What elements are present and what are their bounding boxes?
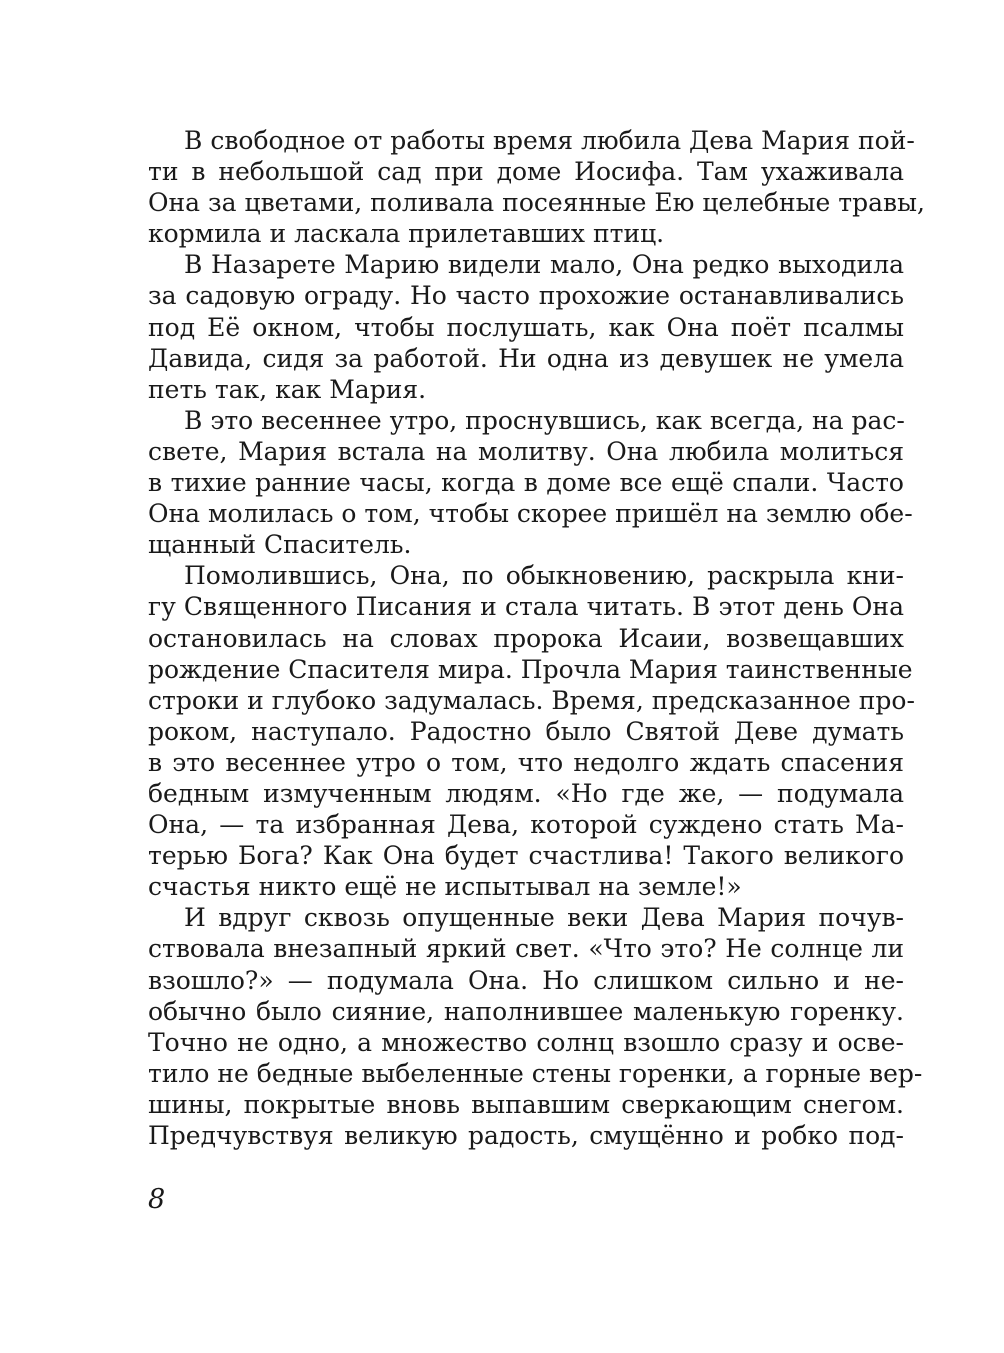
- text-line: В Назарете Марию видели мало, Она редко выходила: [184, 250, 904, 280]
- text-line: счастья никто ещё не испытывал на земле!»: [148, 872, 742, 902]
- paragraph: [148, 405, 913, 560]
- text-line: шины, покрытые вновь выпавшим сверкающим снегом.: [148, 1089, 904, 1119]
- text-line: ствовала внезапный яркий свет. «Что это? Не солнце ли: [148, 934, 904, 964]
- text-line: Она, — та избранная Дева, которой суждено стать Ма-: [148, 810, 904, 840]
- text-line: в это весеннее утро о том, что недолго ждать спасения: [148, 747, 904, 777]
- text-line: в тихие ранние часы, когда в доме все ещё спали. Часто: [148, 468, 904, 498]
- text-line: Давида, сидя за работой. Ни одна из девушек не умела: [148, 343, 904, 373]
- text-line: Она молилась о том, чтобы скорее пришёл на землю обе-: [148, 499, 913, 529]
- text-line: терью Бога? Как Она будет счастлива! Такого великого: [148, 841, 904, 871]
- text-line: гу Священного Писания и стала читать. В этот день Она: [148, 592, 904, 622]
- paragraph: [148, 902, 923, 1151]
- text-line: Она за цветами, поливала посеянные Ею целебные травы,: [148, 188, 925, 218]
- page-number: 8: [148, 1184, 166, 1215]
- text-line: Предчувствуя великую радость, смущённо и робко под-: [148, 1121, 904, 1150]
- text-line: кормила и ласкала прилетавших птиц.: [148, 219, 665, 249]
- text-line: строки и глубоко задумалась. Время, предсказанное про-: [148, 685, 915, 715]
- text-line: обычно было сияние, наполнившее маленькую горенку.: [148, 996, 904, 1026]
- paragraph: [148, 249, 904, 404]
- text-line: Точно не одно, а множество солнц взошло сразу и осве-: [148, 1027, 904, 1057]
- text-line: В свободное от работы время любила Дева Мария пой-: [184, 126, 915, 155]
- text-line: остановилась на словах пророка Исаии, возвещавших: [148, 623, 904, 653]
- text-line: тило не бедные выбеленные стены горенки, а горные вер-: [148, 1058, 923, 1088]
- paragraph: [148, 560, 915, 902]
- text-line: В это весеннее утро, проснувшись, как всегда, на рас-: [184, 405, 905, 435]
- text-line: бедным измученным людям. «Но где же, — подумала: [148, 778, 904, 808]
- text-line: роком, наступало. Радостно было Святой Деве думать: [148, 716, 904, 746]
- text-line: рождение Спасителя мира. Прочла Мария таинственные: [148, 654, 913, 684]
- text-line: за садовую ограду. Но часто прохожие останавливались: [148, 281, 904, 311]
- text-line: взошло?» — подумала Она. Но слишком сильно и не-: [148, 965, 904, 995]
- text-line: свете, Мария встала на молитву. Она любила молиться: [148, 436, 904, 466]
- text-line: ти в небольшой сад при доме Иосифа. Там ухаживала: [148, 157, 904, 187]
- text-line: под Её окном, чтобы послушать, как Она поёт псалмы: [148, 312, 904, 342]
- text-line: щанный Спаситель.: [148, 530, 412, 560]
- body-text: [148, 125, 925, 1151]
- text-line: петь так, как Мария.: [148, 374, 427, 404]
- text-line: И вдруг сквозь опущенные веки Дева Мария почув-: [184, 903, 904, 933]
- text-line: Помолившись, Она, по обыкновению, раскрыла кни-: [184, 561, 904, 591]
- paragraph: [148, 125, 925, 249]
